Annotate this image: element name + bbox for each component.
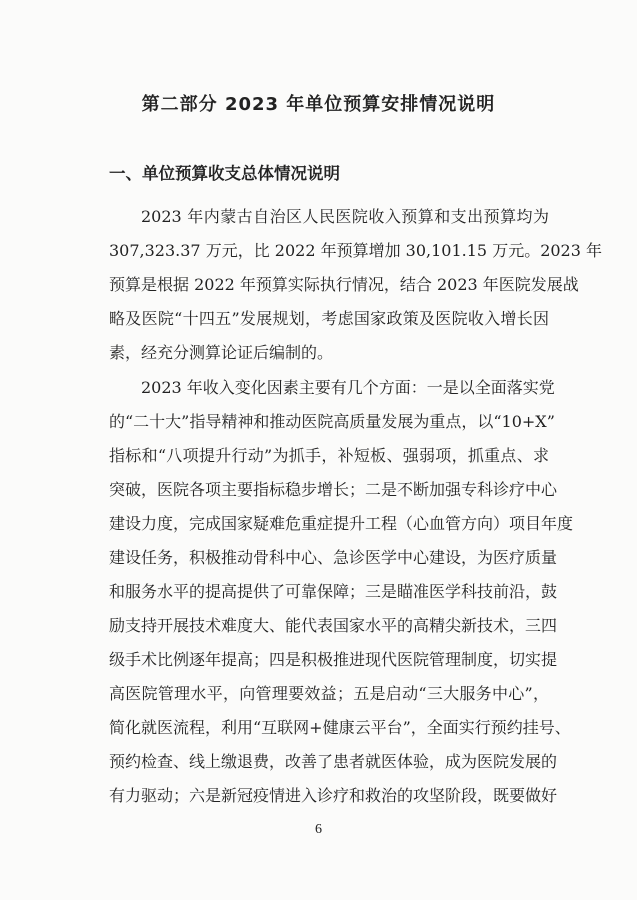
paragraph2-line: 建设力度，完成国家疑难危重症提升工程（心血管方向）项目年度 [109,514,574,533]
page-number: 6 [315,822,322,837]
paragraph1-line: 略及医院“十四五”发展规划，考虑国家政策及医院收入增长因 [109,309,549,328]
paragraph1-line: 预算是根据 2022 年预算实际执行情况，结合 2023 年医院发展战 [109,275,579,294]
paragraph2-line: 突破，医院各项主要指标稳步增长；二是不断加强专科诊疗中心 [109,480,558,499]
paragraph2-line: 简化就医流程，利用“互联网+健康云平台”，全面实行预约挂号、 [109,718,571,737]
paragraph2-line: 和服务水平的提高提供了可靠保障；三是瞄准医学科技前沿，鼓 [109,582,558,601]
paragraph2-line: 预约检查、线上缴退费，改善了患者就医体验，成为医院发展的 [109,752,558,771]
paragraph2-line: 有力驱动；六是新冠疫情进入诊疗和救治的攻坚阶段，既要做好 [109,786,558,805]
section-heading: 一、单位预算收支总体情况说明 [109,164,340,183]
paragraph2-line: 指标和“八项提升行动”为抓手，补短板、强弱项，抓重点、求 [109,446,549,465]
paragraph1-line: 307,323.37 万元，比 2022 年预算增加 30,101.15 万元。2023 年 [109,241,602,260]
paragraph2-line: 励支持开展技术难度大、能代表国家水平的高精尖新技术，三四 [109,616,558,635]
paragraph2-line: 高医院管理水平，向管理要效益；五是启动“三大服务中心”， [109,684,549,703]
paragraph1-line: 素，经充分测算论证后编制的。 [109,343,334,362]
paragraph2-line: 建设任务，积极推动骨科中心、急诊医学中心建设，为医疗质量 [109,548,558,567]
paragraph2-line: 级手术比例逐年提高；四是积极推进现代医院管理制度，切实提 [109,650,558,669]
paragraph1-line: 2023 年内蒙古自治区人民医院收入预算和支出预算均为 [141,207,549,226]
document-title: 第二部分 2023 年单位预算安排情况说明 [141,94,496,115]
paragraph2-line: 2023 年收入变化因素主要有几个方面：一是以全面落实党 [141,378,555,397]
paragraph2-line: 的“二十大”指导精神和推动医院高质量发展为重点，以“10+X” [109,412,555,431]
